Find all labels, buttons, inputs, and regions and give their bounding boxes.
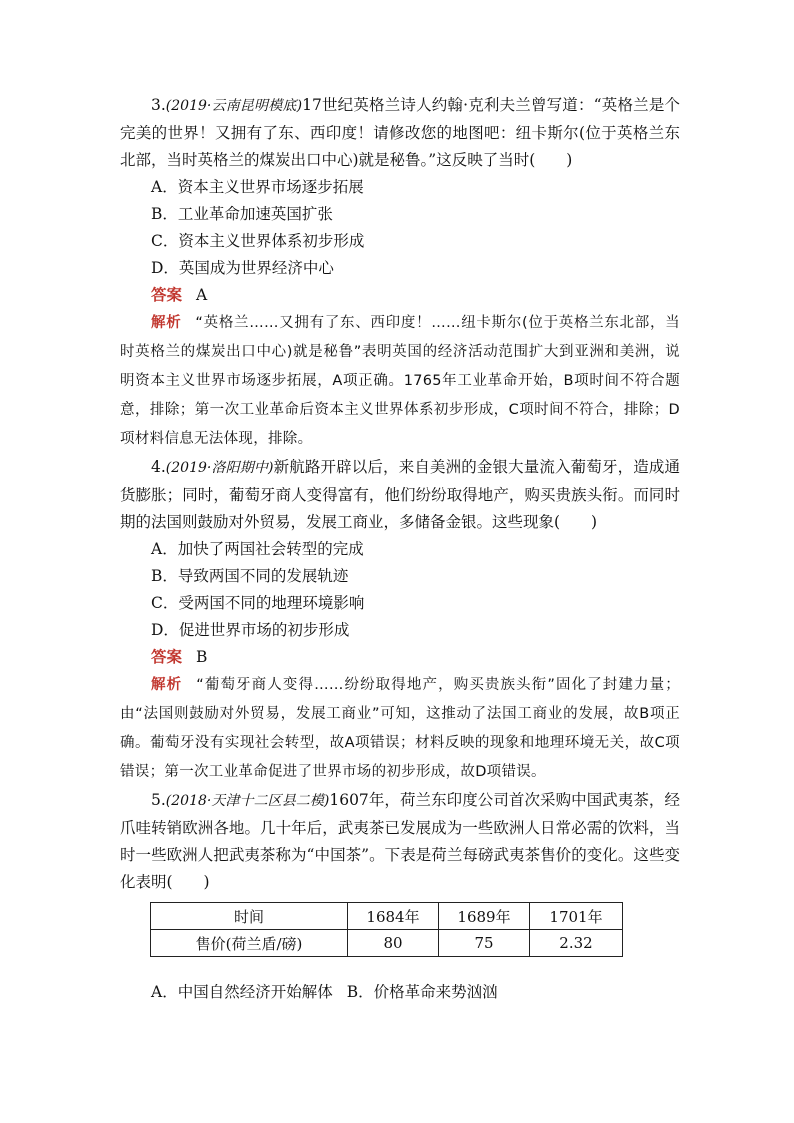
answer-label: 答案 [151,286,183,304]
analysis-block [120,309,680,454]
option-b: B．工业革命加速英国扩张 [151,205,333,223]
options-line [120,979,680,1006]
question-number: 5. [151,791,166,809]
option-d: D．促进世界市场的初步形成 [151,621,350,639]
table-header-cell: 1684年 [348,903,439,930]
option-c: C．受两国不同的地理环境影响 [151,594,365,612]
question-text: 新航路开辟以后，来自美洲的金银大量流入葡萄牙，造成通货膨胀；同时，葡萄牙商人变得富有，他们纷纷取得地产，购买贵族头衔。而同时期的法国则鼓励对外贸易，发展工商业，多储备金银。这些现象( ) [120,458,680,531]
option-b: B．价格革命来势汹汹 [346,983,498,1001]
question-source: (2018·天津十二区县二模) [165,793,330,809]
answer-label: 答案 [151,648,183,666]
price-table [150,902,623,957]
table-header-cell: 时间 [151,903,348,930]
option-c: C．资本主义世界体系初步形成 [151,232,365,250]
question-number: 4. [151,458,166,476]
analysis-text: “葡萄牙商人变得……纷纷取得地产，购买贵族头衔”固化了封建力量；由“法国则鼓励对外贸易，发展工商业”可知，这推动了法国工商业的发展，故B项正确。葡萄牙没有实现社会转型，故A项错误；材料反映的现象和地理环境无关，故C项错误；第一次工业革命促进了世界市场的初步形成，故D项错误。 [120,677,680,780]
answer-line [120,644,680,671]
option-a: A．资本主义世界市场逐步拓展 [151,178,364,196]
question-4-stem [120,454,680,536]
table-cell: 80 [348,930,439,957]
table-cell: 75 [439,930,530,957]
analysis-label: 解析 [151,315,182,331]
table-cell: 售价(荷兰盾/磅) [151,930,348,957]
option-a: A．中国自然经济开始解体 [151,983,333,1001]
analysis-block [120,671,680,787]
option-a: A．加快了两国社会转型的完成 [151,540,364,558]
option-d: D．英国成为世界经济中心 [151,259,334,277]
table-header-row [151,903,623,930]
table-header-cell: 1701年 [530,903,623,930]
table-cell: 2.32 [530,930,623,957]
table-row [151,930,623,957]
question-3-stem [120,92,680,174]
answer-value: A [196,286,208,304]
question-text: 1607年，荷兰东印度公司首次采购中国武夷茶，经爪哇转销欧洲各地。几十年后，武夷茶已发展成为一些欧洲人日常必需的饮料，当时一些欧洲人把武夷茶称为“中国茶”。下表是荷兰每磅武夷茶售价的变化。这些变化表明( ) [120,791,680,891]
analysis-label: 解析 [151,677,183,693]
answer-value: B [196,648,208,666]
answer-line [120,282,680,309]
table-header-cell: 1689年 [439,903,530,930]
analysis-text: “英格兰……又拥有了东、西印度！……纽卡斯尔(位于英格兰东北部，当时英格兰的煤炭出口中心)就是秘鲁”表明英国的经济活动范围扩大到亚洲和美洲，说明资本主义世界市场逐步拓展，A项正确。1765年工业革命开始，B项时间不符合题意，排除；第一次工业革命后资本主义世界体系初步形成，C项时间不符合，排除；D项材料信息无法体现，排除。 [120,315,680,447]
question-text: 17世纪英格兰诗人约翰·克利夫兰曾写道：“英格兰是个完美的世界！又拥有了东、西印度！请修改您的地图吧：纽卡斯尔(位于英格兰东北部，当时英格兰的煤炭出口中心)就是秘鲁。”这反映了当时( ) [120,96,680,169]
question-number: 3. [151,96,166,114]
question-source: (2019·云南昆明模底) [165,98,303,114]
question-source: (2019·洛阳期中) [165,460,274,476]
option-b: B．导致两国不同的发展轨迹 [151,567,349,585]
document-page [120,92,680,1006]
question-5-stem [120,787,680,896]
